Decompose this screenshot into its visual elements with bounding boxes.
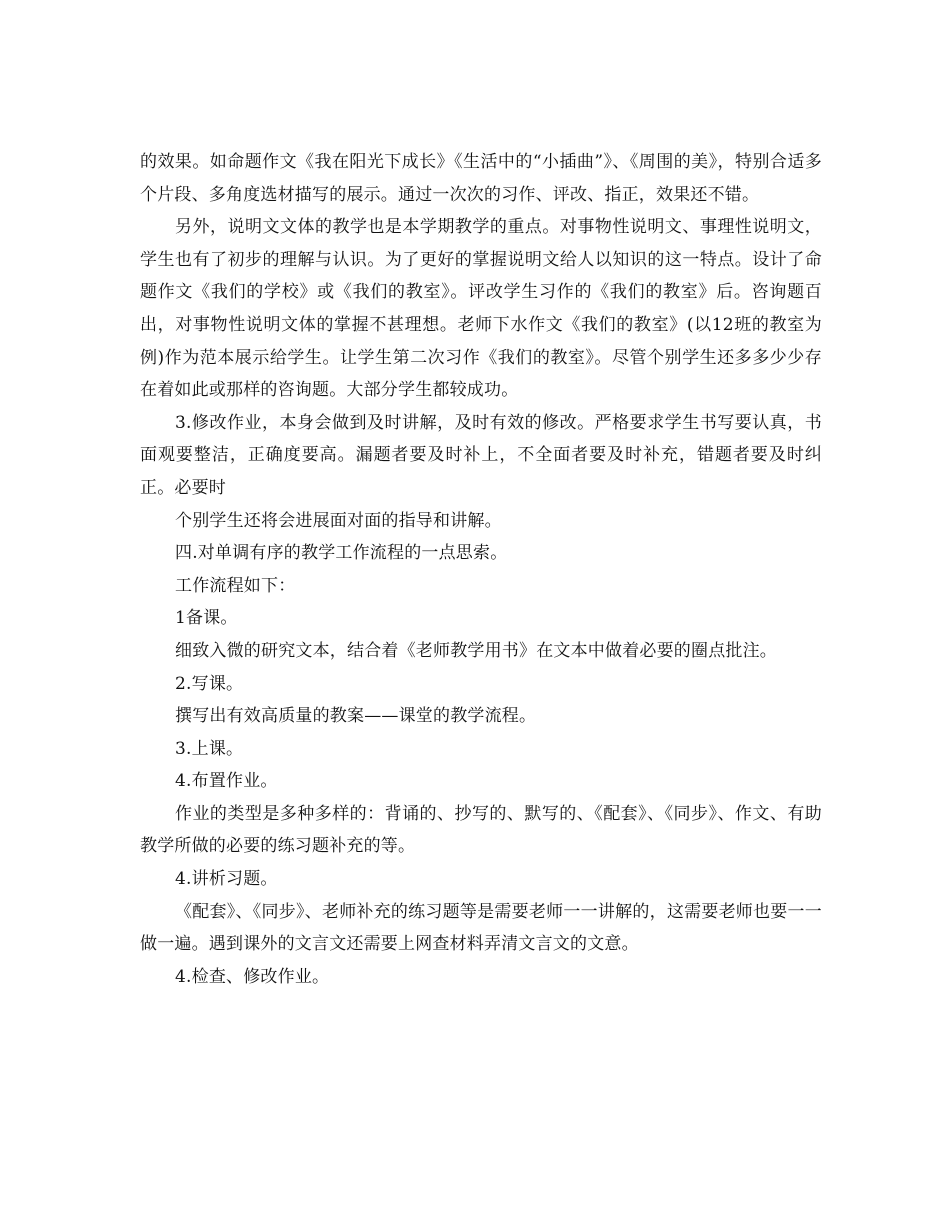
step-assign-homework: 4.布置作业。	[175, 771, 278, 792]
step-teach: 3.上课。	[175, 738, 244, 759]
step-explain-exercises-detail: 《配套》、《同步》、老师补充的练习题等是需要老师一一讲解的，这需要老师也要一一做一遍。遇到课外的文言文还需要上网查材料弄清文言文的文意。	[140, 901, 822, 955]
step-prepare-lessons: 1备课。	[175, 608, 238, 629]
step-explain-exercises: 4.讲析习题。	[175, 869, 278, 890]
document-body	[140, 146, 822, 993]
step-write-lessons: 2.写课。	[175, 673, 244, 694]
step-assign-homework-detail: 作业的类型是多种多样的：背诵的、抄写的、默写的、《配套》、《同步》、作文、有助教学所做的必要的练习题补充的等。	[140, 803, 822, 857]
paragraph-2: 另外，说明文文体的教学也是本学期教学的重点。对事物性说明文、事理性说明文，学生也有了初步的理解与认识。为了更好的掌握说明文给人以知识的这一特点。设计了命题作文《我们的学校》或《我们的教室》。评改学生习作的《我们的教室》后。咨询题百出，对事物性说明文体的掌握不甚理想。老师下水作文《我们的教室》(以12班的教室为例)作为范本展示给学生。让学生第二次习作《我们的教室》。尽管个别学生还多多少少存在着如此或那样的咨询题。大部分学生都较成功。	[140, 217, 822, 401]
paragraph-4: 个别学生还将会进展面对面的指导和讲解。	[175, 510, 502, 531]
section-heading-4: 四.对单调有序的教学工作流程的一点思索。	[175, 543, 508, 564]
step-write-lessons-detail: 撰写出有效高质量的教案——课堂的教学流程。	[175, 706, 537, 727]
step-prepare-lessons-detail: 细致入微的研究文本，结合着《老师教学用书》在文本中做着必要的圈点批注。	[175, 640, 777, 661]
paragraph-3: 3.修改作业，本身会做到及时讲解，及时有效的修改。严格要求学生书写要认真，书面观要整洁，正确度要高。漏题者要及时补上，不全面者要及时补充，错题者要及时纠正。必要时	[140, 412, 822, 498]
step-check-homework: 4.检查、修改作业。	[175, 966, 330, 987]
workflow-intro: 工作流程如下：	[175, 575, 296, 596]
paragraph-1: 的效果。如命题作文《我在阳光下成长》《生活中的“小插曲”》、《周围的美》，特别合适多个片段、多角度选材描写的展示。通过一次次的习作、评改、指正，效果还不错。	[140, 152, 822, 205]
